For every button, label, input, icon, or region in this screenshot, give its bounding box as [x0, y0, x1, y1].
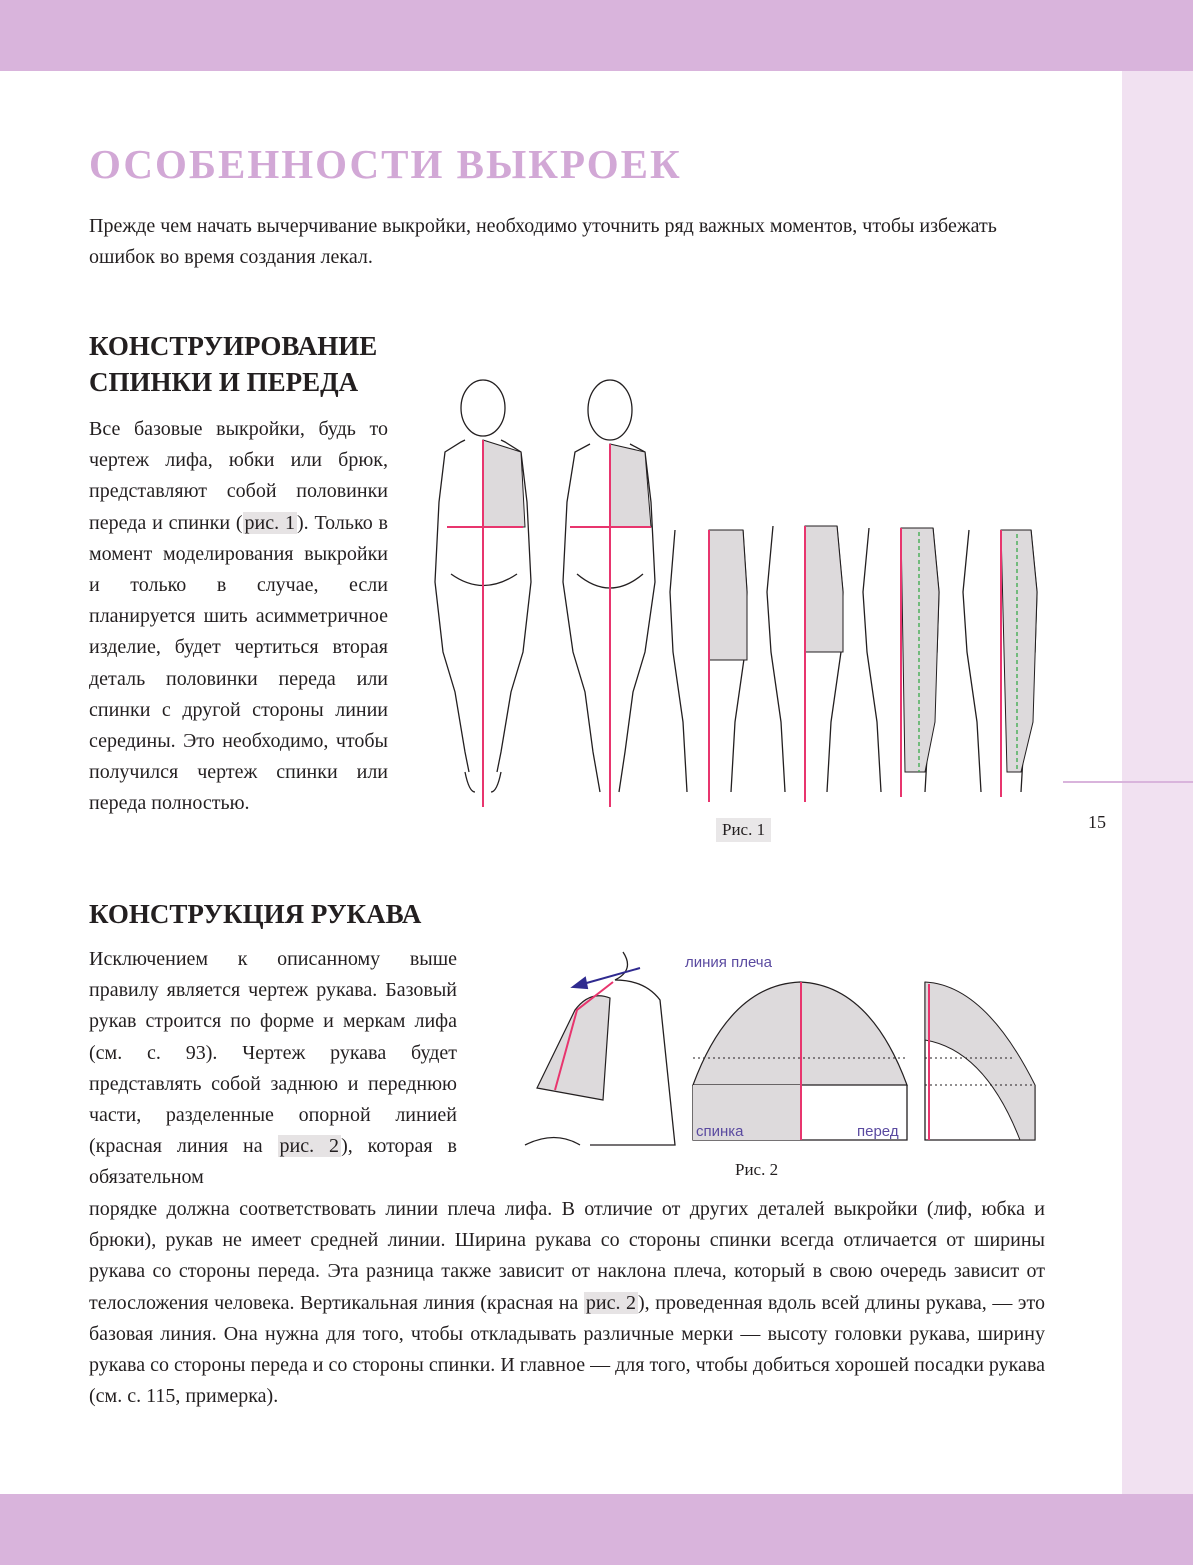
section1-heading-line2: СПИНКИ И ПЕРЕДА: [89, 367, 359, 397]
back-bodice-half: [483, 440, 525, 527]
page-number: 15: [1088, 812, 1106, 832]
bottom-decor-band: [0, 1494, 1193, 1565]
page-title: ОСОБЕННОСТИ ВЫКРОЕК: [89, 141, 682, 187]
label-front: перед: [857, 1123, 899, 1140]
trouser-half-back: [901, 528, 939, 772]
head-outline: [461, 380, 505, 436]
skirt-half-back: [709, 530, 747, 660]
section1-text-a: Все базовые выкройки, будь то чертеж лифа, юбки или брюк, представляют собой половинки переда и спинки (: [89, 418, 388, 534]
section2-text-c: порядке должна соответствовать линии плеча лифа. В отличие от других деталей выкройки (лиф, юбка и брюки), рукав не имеет средней линии. Ширина рукава со стороны спинки всегда отличается от ширины рукава со стороны переда. Эта разница также зависит от наклона плеча, который в свою очередь зависит от телосложения человека. Вертикальная линия (красная на: [89, 1198, 1045, 1314]
section1-heading-line1: КОНСТРУИРОВАНИЕ: [89, 331, 378, 361]
figure-2-illustration: [515, 940, 1045, 1155]
front-bodice-half: [610, 444, 651, 527]
section2-text-b: ), которая в обязательном: [89, 1135, 457, 1189]
intro-paragraph: Прежде чем начать вычерчивание выкройки, необходимо уточнить ряд важных моментов, чтобы избежать ошибок во время создания лекал.: [89, 215, 997, 268]
section2-text-d: ), проведенная вдоль всей длины рукава, — это базовая линия. Она нужна для того, чтобы откладывать различные мерки — высоту головки рукава, ширину рукава со стороны переда и со стороны спинки. И главное — для того, чтобы добиться хорошей посадки рукава (см. с. 115, примерка).: [89, 1291, 1045, 1408]
section2-text-column: [89, 944, 457, 1194]
figure-ref-2a: рис. 2: [279, 1135, 340, 1158]
figure-ref-2b: рис. 2: [585, 1291, 637, 1314]
label-shoulder-line: линия плеча: [685, 954, 772, 971]
figure-2-caption: Рис. 2: [735, 1160, 779, 1179]
section2-text-full: [89, 1194, 1045, 1412]
label-back: спинка: [696, 1123, 744, 1140]
top-decor-band: [0, 0, 1193, 71]
figure-1-illustration: [425, 352, 1065, 812]
side-rule: [1063, 781, 1193, 783]
sleeve-on-body: [537, 996, 610, 1100]
skirt-half-front: [805, 526, 843, 652]
section1-heading: [89, 328, 377, 400]
sleeve-side-view: [925, 982, 1035, 1140]
section2-heading: КОНСТРУКЦИЯ РУКАВА: [89, 899, 422, 929]
section1-text: [89, 414, 388, 820]
trouser-half-front: [1001, 530, 1037, 772]
figure-1-caption: Рис. 1: [716, 818, 771, 842]
section1-text-b: ). Только в момент моделирования выкройки и только в случае, если планируется шить асимметричное изделие, будет чертиться вторая деталь половинки переда или спинки с другой стороны линии середины. Это необходимо, чтобы получился чертеж спинки или переда полностью.: [89, 511, 388, 815]
figure-ref-1: рис. 1: [244, 511, 295, 534]
section2-text-a: Исключением к описанному выше правилу является чертеж рукава. Базовый рукав строится по форме и меркам лифа (см. с. 93). Чертеж рукава будет представлять собой заднюю и переднюю части, разделенные опорной линией (красная линия на: [89, 948, 457, 1158]
